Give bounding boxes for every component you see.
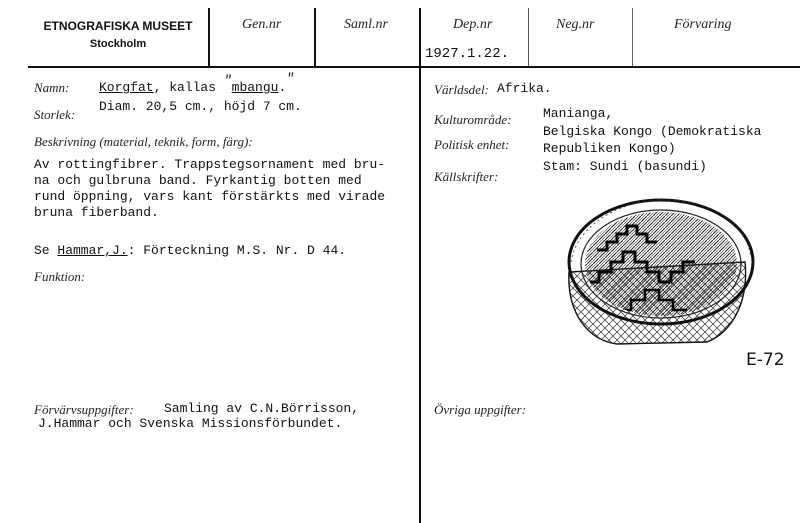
storlek-value: Diam. 20,5 cm., höjd 7 cm. — [99, 99, 302, 114]
namn-word: Korgfat — [99, 80, 154, 95]
beskrivning-line-3: rund öppning, vars kant förstärkts med virade — [34, 189, 386, 204]
kulturomrade-value: Manianga, — [543, 106, 614, 121]
museum-city: Stockholm — [89, 38, 147, 50]
header-divider-4 — [528, 8, 529, 66]
varldsdel-value: Afrika. — [497, 81, 552, 96]
namn-label: Namn: — [34, 80, 70, 95]
namn-local: mbangu — [231, 80, 279, 95]
neg-nr-label: Neg.nr — [556, 17, 595, 32]
dep-nr-label: Dep.nr — [453, 17, 493, 32]
namn-value — [99, 71, 295, 96]
handwritten-mark: E-72 — [746, 350, 785, 370]
ref-rest: : Förteckning M.S. Nr. D 44. — [127, 243, 347, 258]
forvarv-line-1: Samling av C.N.Börrisson, — [164, 401, 360, 416]
kallskrifter-label: Källskrifter: — [434, 169, 499, 184]
kulturomrade-label: Kulturområde: — [434, 112, 512, 127]
politisk-line-2: Republiken Kongo) — [543, 141, 676, 156]
ref-prefix: Se — [34, 243, 58, 258]
varldsdel-label: Världsdel: — [434, 82, 489, 97]
kallskrifter-value: Stam: Sundi (basundi) — [543, 159, 707, 174]
header-divider-1 — [208, 8, 210, 66]
namn-quote-open: " — [223, 73, 232, 88]
beskrivning-line-4: bruna fiberband. — [34, 205, 159, 220]
beskrivning-label: Beskrivning (material, teknik, form, färg): — [34, 134, 253, 149]
namn-end: . — [278, 80, 287, 95]
header-bottom-rule — [28, 66, 800, 68]
beskrivning-line-2: na och gulbruna band. Fyrkantig botten med — [34, 173, 362, 188]
ref-author: Hammar,J. — [57, 243, 128, 258]
namn-quote-close: " — [286, 71, 295, 86]
column-divider — [419, 66, 421, 523]
forvarv-label: Förvärvsuppgifter: — [34, 402, 134, 417]
header-divider-5 — [632, 8, 633, 66]
namn-mid: , kallas — [153, 80, 224, 95]
ovriga-label: Övriga uppgifter: — [434, 402, 527, 417]
gen-nr-label: Gen.nr — [242, 17, 282, 32]
storlek-label: Storlek: — [34, 107, 76, 122]
saml-nr-label: Saml.nr — [344, 17, 388, 32]
header-divider-3 — [419, 8, 421, 66]
reference-line — [34, 243, 346, 259]
forvarv-line-2: J.Hammar och Svenska Missionsförbundet. — [38, 416, 343, 431]
header-divider-2 — [314, 8, 316, 66]
basket-illustration — [557, 192, 757, 352]
dep-nr-value: 1927.1.22. — [425, 46, 510, 62]
funktion-label: Funktion: — [34, 269, 86, 284]
forvaring-label: Förvaring — [674, 17, 732, 32]
museum-name: ETNOGRAFISKA MUSEET — [43, 19, 193, 33]
politisk-label: Politisk enhet: — [434, 137, 510, 152]
beskrivning-line-1: Av rottingfibrer. Trappstegsornament med bru- — [34, 157, 386, 172]
politisk-line-1: Belgiska Kongo (Demokratiska — [543, 124, 762, 139]
